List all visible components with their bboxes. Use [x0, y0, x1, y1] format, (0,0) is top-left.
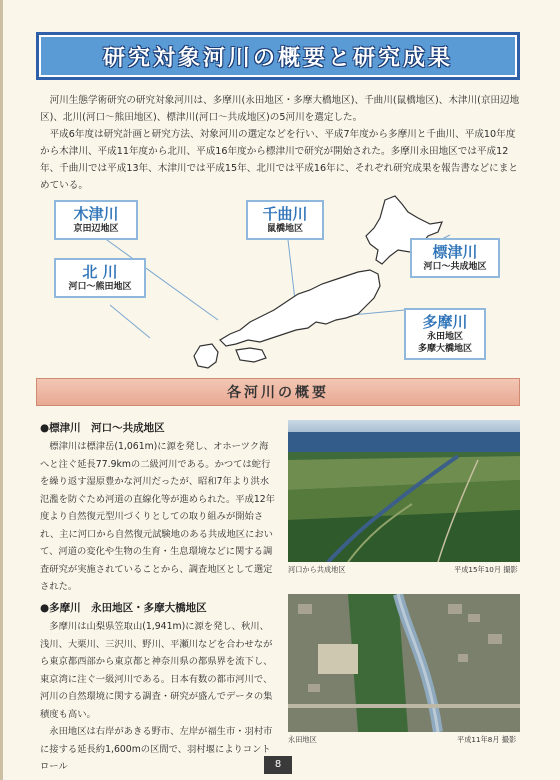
title-banner [36, 32, 520, 80]
shibetsu-name: 標津川 [432, 243, 478, 261]
tama-paragraph-1: 多摩川は山梨県笠取山(1,941m)に源を発し、秋川、浅川、大栗川、三沢川、野川、平瀬川などを合わせながら東京都西部から東京都と神奈川県の都県界を流下し、東京湾に注ぐ一級河川である。日本有数の都市河川で、河川の自然環境に関する調査・研究が盛んでデータの集積度も高い。 [40, 621, 273, 720]
shibetsu-heading: ●標津川 河口〜共成地区 [40, 422, 165, 434]
kyushu-shape [194, 344, 218, 368]
tama-paragraph-2: 永田地区は右岸があきる野市、左岸が福生市・羽村市に接する延長約1,600mの区間で、羽村堰によりコントロール [40, 726, 273, 772]
tama-caption-right: 平成11年8月 撮影 [457, 735, 517, 744]
shibetsu-aerial-photo [288, 420, 520, 562]
shibetsu-caption-left: 河口から共成地区 [288, 565, 346, 574]
tama-photo-graphic [288, 594, 520, 732]
honshu-shape [220, 270, 380, 346]
map-label-tama [404, 308, 486, 360]
shikoku-shape [236, 348, 266, 362]
tama-text [40, 618, 276, 776]
shibetsu-photo-graphic [288, 420, 520, 562]
page-number: 8 [264, 756, 292, 774]
chikuma-area: 鼠橋地区 [266, 224, 303, 234]
kizu-area: 京田辺地区 [73, 224, 119, 234]
tama-area-2: 多摩大橋地区 [417, 344, 472, 354]
shibetsu-text [40, 438, 276, 596]
map-label-kita [54, 258, 146, 298]
tama-caption-left: 永田地区 [288, 735, 317, 744]
map-label-chikuma [246, 200, 324, 240]
chikuma-name: 千曲川 [262, 205, 308, 223]
shibetsu-area: 河口〜共成地区 [423, 262, 487, 272]
tama-heading: ●多摩川 永田地区・多摩大橋地区 [40, 602, 207, 614]
tama-aerial-photo [288, 594, 520, 732]
leader-kita [110, 305, 150, 338]
intro-paragraph-1: 河川生態学術研究の研究対象河川は、多摩川(永田地区・多摩大橋地区)、千曲川(鼠橋地区)、木津川(京田辺地区)、北川(河口〜熊田地区)、標津川(河口〜共成地区)の5河川を選定した。 [40, 95, 520, 123]
kita-area: 河口〜熊田地区 [68, 282, 132, 292]
intro-text [40, 92, 520, 194]
map-label-kizu [54, 200, 138, 240]
section-banner [36, 378, 520, 406]
tama-name: 多摩川 [422, 313, 468, 331]
japan-map [40, 190, 520, 370]
tama-area-1: 永田地区 [426, 332, 463, 342]
page-title: 研究対象河川の概要と研究成果 [102, 45, 453, 71]
section-title: 各河川の概要 [227, 385, 329, 401]
intro-paragraph-2: 平成6年度は研究計画と研究方法、対象河川の選定などを行い、平成7年度から多摩川と千曲川、平成10年度から木津川、平成11年度から北川、平成16年度から標津川で研究が開始された。多摩川永田地区では平成12年、千曲川では平成13年、木津川では平成15年、北川では平成16年に、それぞれ研究成果を報告書などにまとめている。 [40, 129, 518, 191]
shibetsu-paragraph: 標津川は標津岳(1,061m)に源を発し、オホーツク海へと注ぐ延長77.9kmの二級河川である。かつては蛇行を繰り返す湿原豊かな河川だったが、昭和7年より洪水氾濫を防ぐため河道の直線化等が進められた。平成12年度より自然復元型川づくりとしての取り組みが開始され、主に河口から自然復元試験地のある共成地区において、河道の変化や生物の生育・生息環境などに関する調査研究が実施されていることから、調査地区として選定された。 [40, 441, 275, 592]
map-label-shibetsu [410, 238, 500, 278]
kita-name: 北 川 [82, 263, 118, 281]
leader-chikuma [288, 240, 295, 300]
shibetsu-caption-right: 平成15年10月 撮影 [454, 565, 518, 574]
kizu-name: 木津川 [73, 205, 119, 223]
